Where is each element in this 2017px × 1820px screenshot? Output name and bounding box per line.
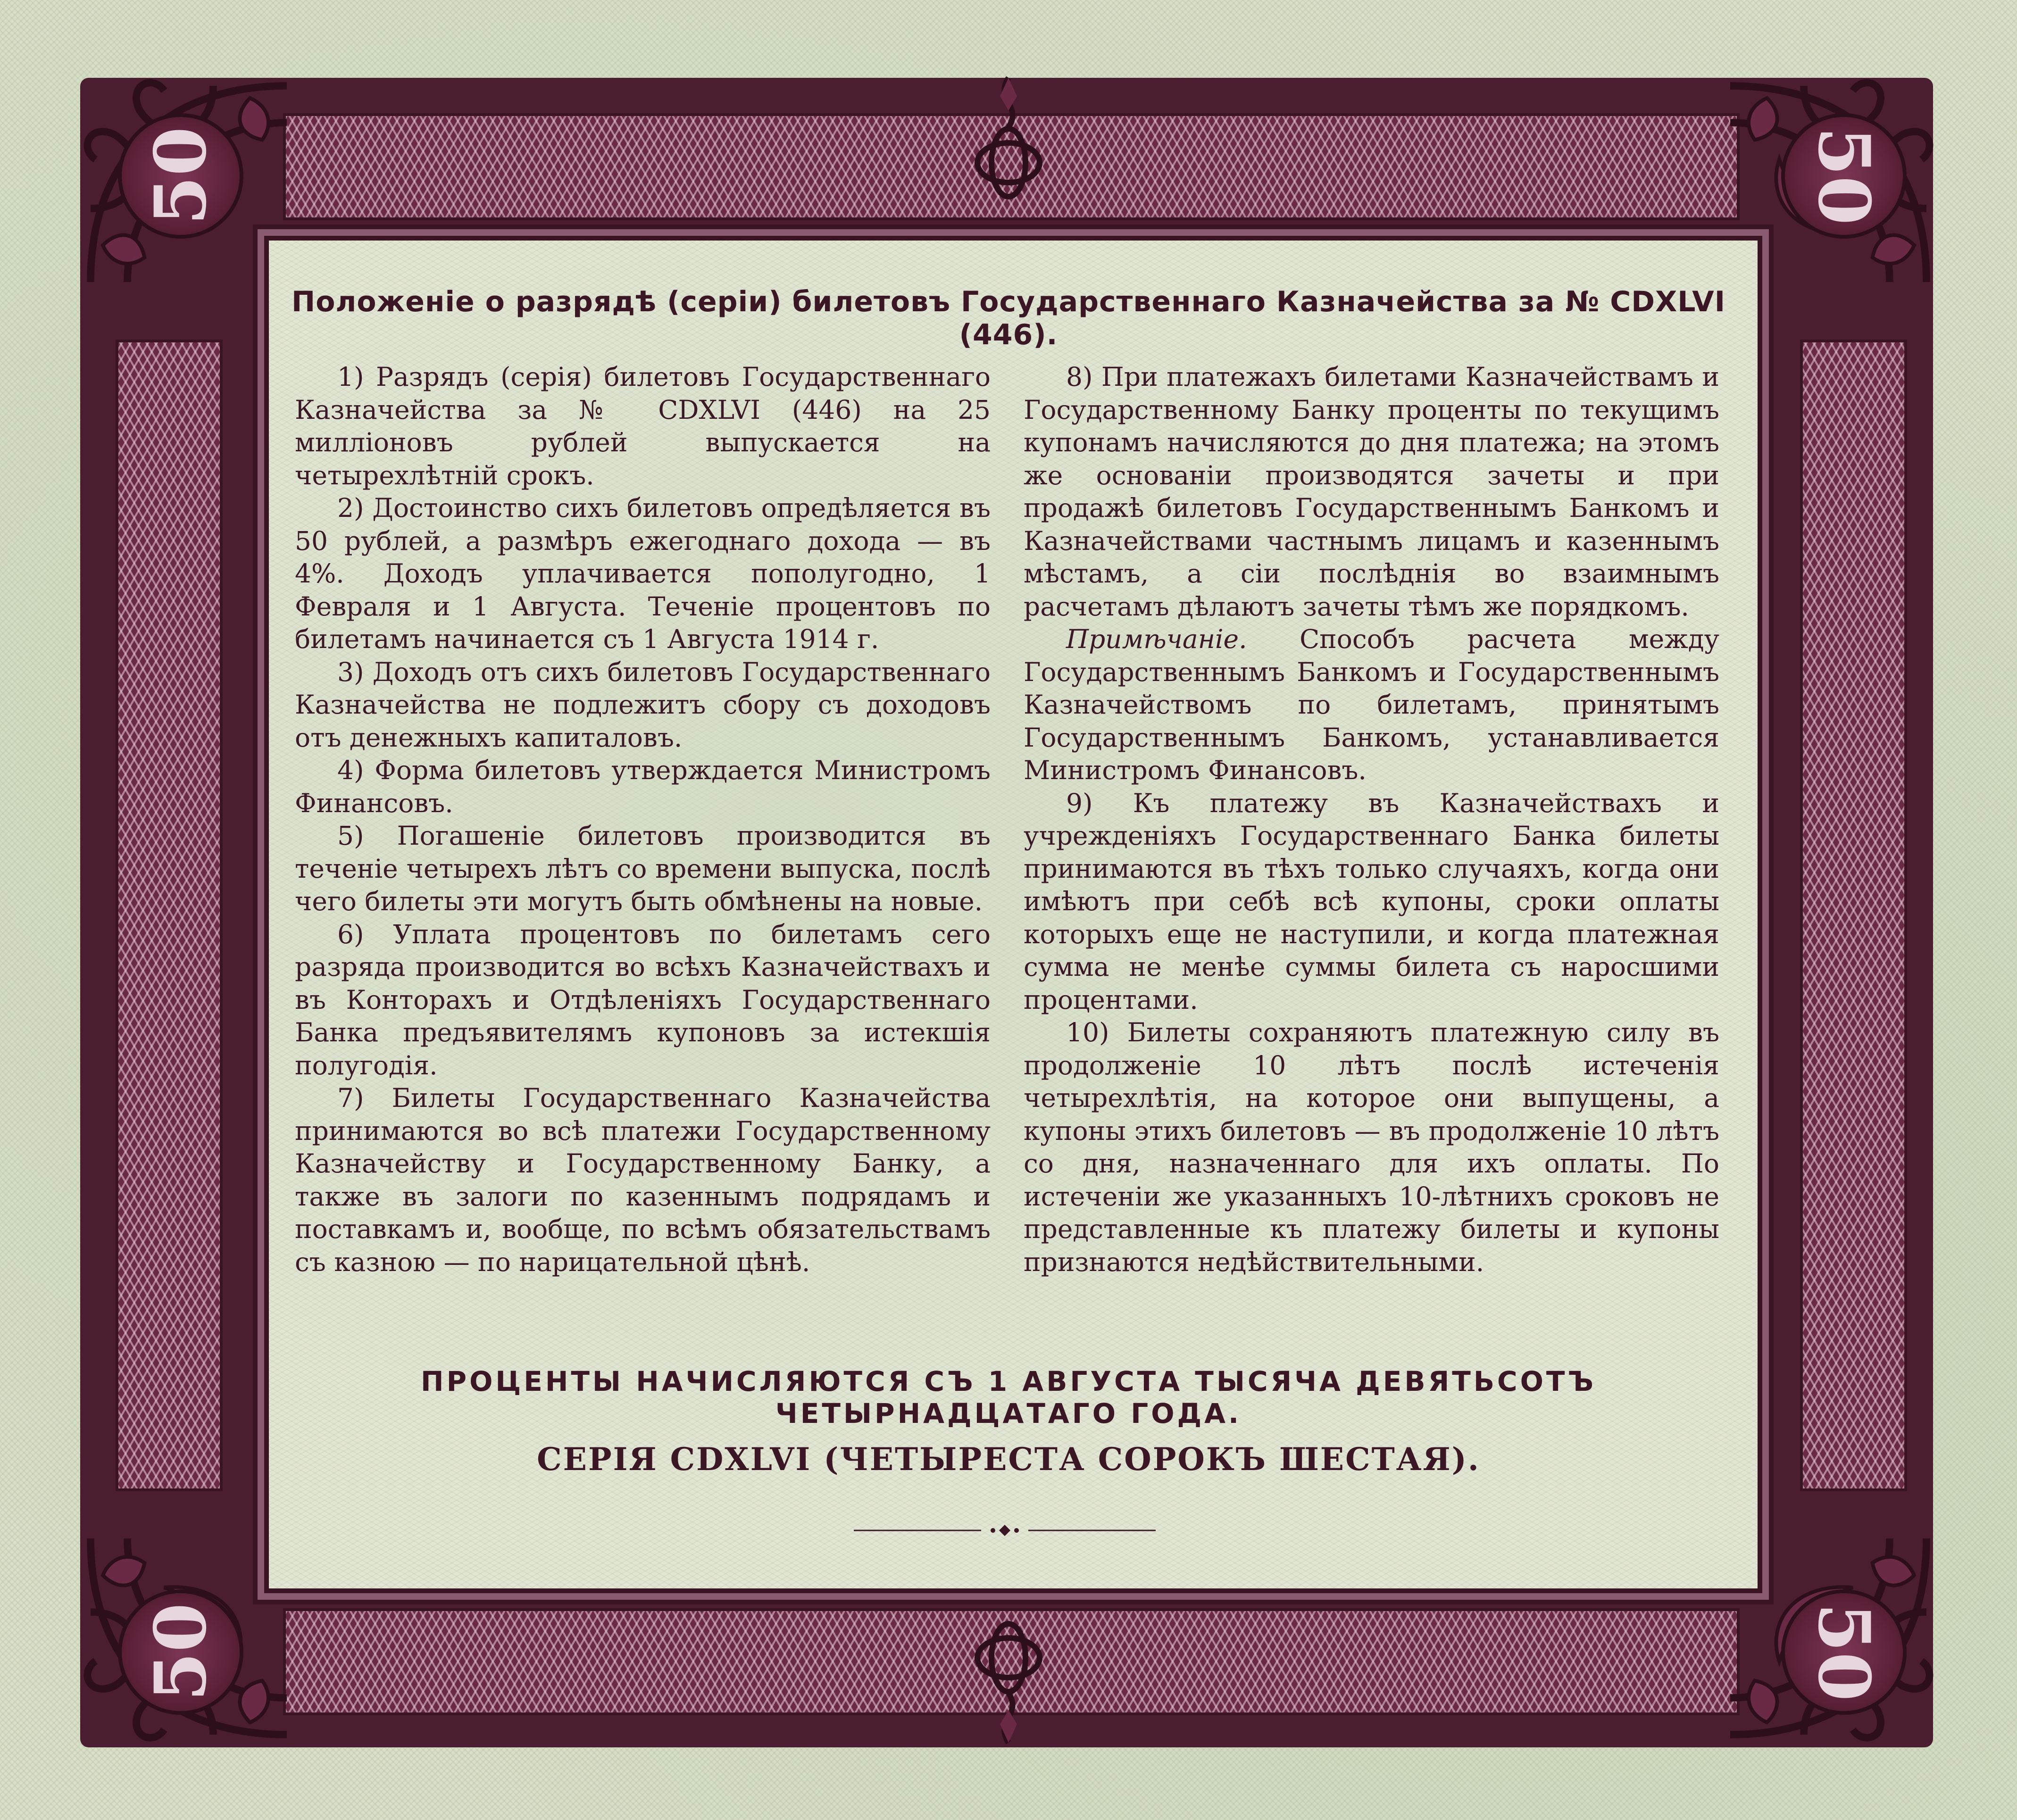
- clause-3: 3) Доходъ отъ сихъ билетовъ Государственнаго Казначейства не подлежитъ сбору съ доходовъ отъ денежныхъ капиталовъ.: [295, 657, 991, 753]
- guilloche-band-left: [116, 340, 223, 1491]
- clause-1: 1) Разрядъ (серія) билетовъ Государственнаго Казначейства за № CDXLVI (446) на 25 милліоновъ рублей выпускается на четырехлѣтній срокъ.: [295, 362, 991, 490]
- denomination-value: 50: [139, 126, 222, 225]
- denomination-medallion: [118, 113, 243, 239]
- document-heading: Положеніе о разрядѣ (серіи) билетовъ Государственнаго Казначейства за № CDXLVI (446).: [291, 285, 1726, 351]
- guilloche-band-right: [1800, 340, 1907, 1491]
- series-statement: СЕРІЯ CDXLVI (ЧЕТЫРЕСТА СОРОКЪ ШЕСТАЯ).: [537, 1441, 1480, 1478]
- denomination-medallion: [1781, 1589, 1907, 1715]
- interest-statement: ПРОЦЕНТЫ НАЧИСЛЯЮТСЯ СЪ 1 АВГУСТА ТЫСЯЧА ДЕВЯТЬСОТЪ ЧЕТЫРНАДЦАТАГО ГОДА.: [421, 1365, 1596, 1429]
- denomination-medallion: [1781, 113, 1907, 239]
- clause-7: 7) Билеты Государственнаго Казначейства принимаются во всѣ платежи Государственному Казначейству и Государственному Банку, а также въ залоги по казеннымъ подрядамъ и поставкамъ и, вообще, по всѣмъ обязательствамъ съ казною — по нарицательной цѣнѣ.: [295, 1083, 991, 1277]
- clause-5: 5) Погашеніе билетовъ производится въ теченіе четырехъ лѣтъ со времени выпуска, послѣ чего билеты эти могутъ быть обмѣнены на новые.: [295, 821, 991, 916]
- denomination-value: 50: [1802, 1603, 1885, 1702]
- clause-8: 8) При платежахъ билетами Казначействамъ и Государственному Банку проценты по текущимъ купонамъ начисляются до дня платежа; на этомъ же основаніи производятся зачеты и при продажѣ билетовъ Государственнымъ Банкомъ и Казначействами частнымъ лицамъ и казеннымъ мѣстамъ, а сіи послѣднія во взаимнымъ расчетамъ дѣлаютъ зачеты тѣмъ же порядкомъ.: [1024, 362, 1719, 622]
- right-column: [1024, 361, 1719, 1279]
- knot-ornament-icon: [952, 71, 1065, 212]
- clause-4: 4) Форма билетовъ утверждается Министромъ Финансовъ.: [295, 755, 991, 818]
- left-column: [295, 361, 991, 1279]
- note-paragraph: [1024, 623, 1719, 787]
- clause-9: 9) Къ платежу въ Казначействахъ и учрежденіяхъ Государственнаго Банка билеты принимаются въ тѣхъ только случаяхъ, когда они имѣютъ при себѣ всѣ купоны, сроки оплаты которыхъ еще не наступили, и когда платежная сумма не менѣе суммы билета съ наросшими процентами.: [1024, 788, 1719, 1015]
- clause-2: 2) Достоинство сихъ билетовъ опредѣляется въ 50 рублей, а размѣръ ежегоднаго дохода — въ 4%. Доходъ уплачивается пополугодно, 1 Февраля и 1 Августа. Теченіе процентовъ по билетамъ начинается съ 1 Августа 1914 г.: [295, 493, 991, 654]
- ornamental-divider-icon: [854, 1521, 1156, 1540]
- note-label: Примѣчаніе.: [1066, 624, 1247, 654]
- clause-10: 10) Билеты сохраняютъ платежную силу въ продолженіе 10 лѣтъ послѣ истеченія четырехлѣтія, на которое они выпущены, а купоны этихъ билетовъ — въ продолженіе 10 лѣтъ со дня, назначеннаго для ихъ оплаты. По истеченіи же указанныхъ 10-лѣтнихъ сроковъ не представленные къ платежу билеты и купоны признаются недѣйствительными.: [1024, 1017, 1719, 1277]
- knot-ornament-icon: [952, 1608, 1065, 1750]
- denomination-medallion: [118, 1589, 243, 1715]
- denomination-value: 50: [1802, 126, 1885, 225]
- note-text: Способъ расчета между Государственнымъ Банкомъ и Государственнымъ Казначействомъ по билетамъ, принятымъ Государственнымъ Банкомъ, устанавливается Министромъ Финансовъ.: [1024, 624, 1719, 785]
- clause-6: 6) Уплата процентовъ по билетамъ сего разряда производится во всѣхъ Казначействахъ и въ Конторахъ и Отдѣленіяхъ Государственнаго Банка предъявителямъ купоновъ за истекшія полугодія.: [295, 919, 991, 1080]
- denomination-value: 50: [139, 1603, 222, 1702]
